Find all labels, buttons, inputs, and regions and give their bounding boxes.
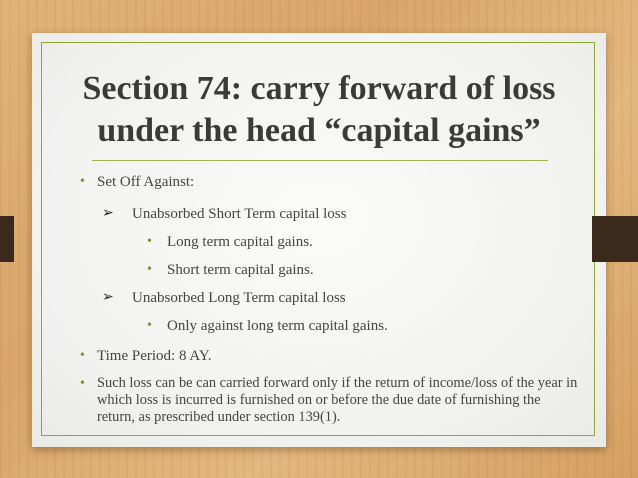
list-item-text: Short term capital gains. [167,262,314,278]
list-item [80,347,580,365]
title-divider [92,160,548,161]
arrow-bullet-icon: ➢ [102,206,114,221]
list-item-text: Unabsorbed Short Term capital loss [132,206,347,222]
list-item [80,205,580,223]
list-item [80,375,580,426]
slide-title [46,68,592,152]
list-item-text: Set Off Against: [97,174,195,190]
bullet-dot-icon: • [147,262,152,277]
list-item-text: Such loss can be can carried forward only if the return of income/loss of the year in which loss is incurred is furnished on or before the due date of furnishing the return, as prescribed under section 139(1). [97,375,578,425]
list-item-text: Only against long term capital gains. [167,318,388,334]
list-item-text: Time Period: 8 AY. [97,348,212,364]
list-item [80,261,580,279]
list-item [80,289,580,307]
list-item-text: Long term capital gains. [167,234,313,250]
list-item [80,173,580,191]
bullet-dot-icon: • [80,376,85,391]
bullet-dot-icon: • [147,234,152,249]
arrow-bullet-icon: ➢ [102,290,114,305]
title-line-1: Section 74: carry forward of loss [82,70,556,107]
list-item [80,233,580,251]
bullet-list [80,172,580,426]
bullet-dot-icon: • [147,318,152,333]
list-item-text: Unabsorbed Long Term capital loss [132,290,346,306]
title-line-2: under the head “capital gains” [97,112,541,149]
right-tab-decoration [592,216,638,262]
bullet-dot-icon: • [80,348,85,363]
list-item [80,317,580,335]
left-tab-decoration [0,216,14,262]
bullet-dot-icon: • [80,174,85,189]
